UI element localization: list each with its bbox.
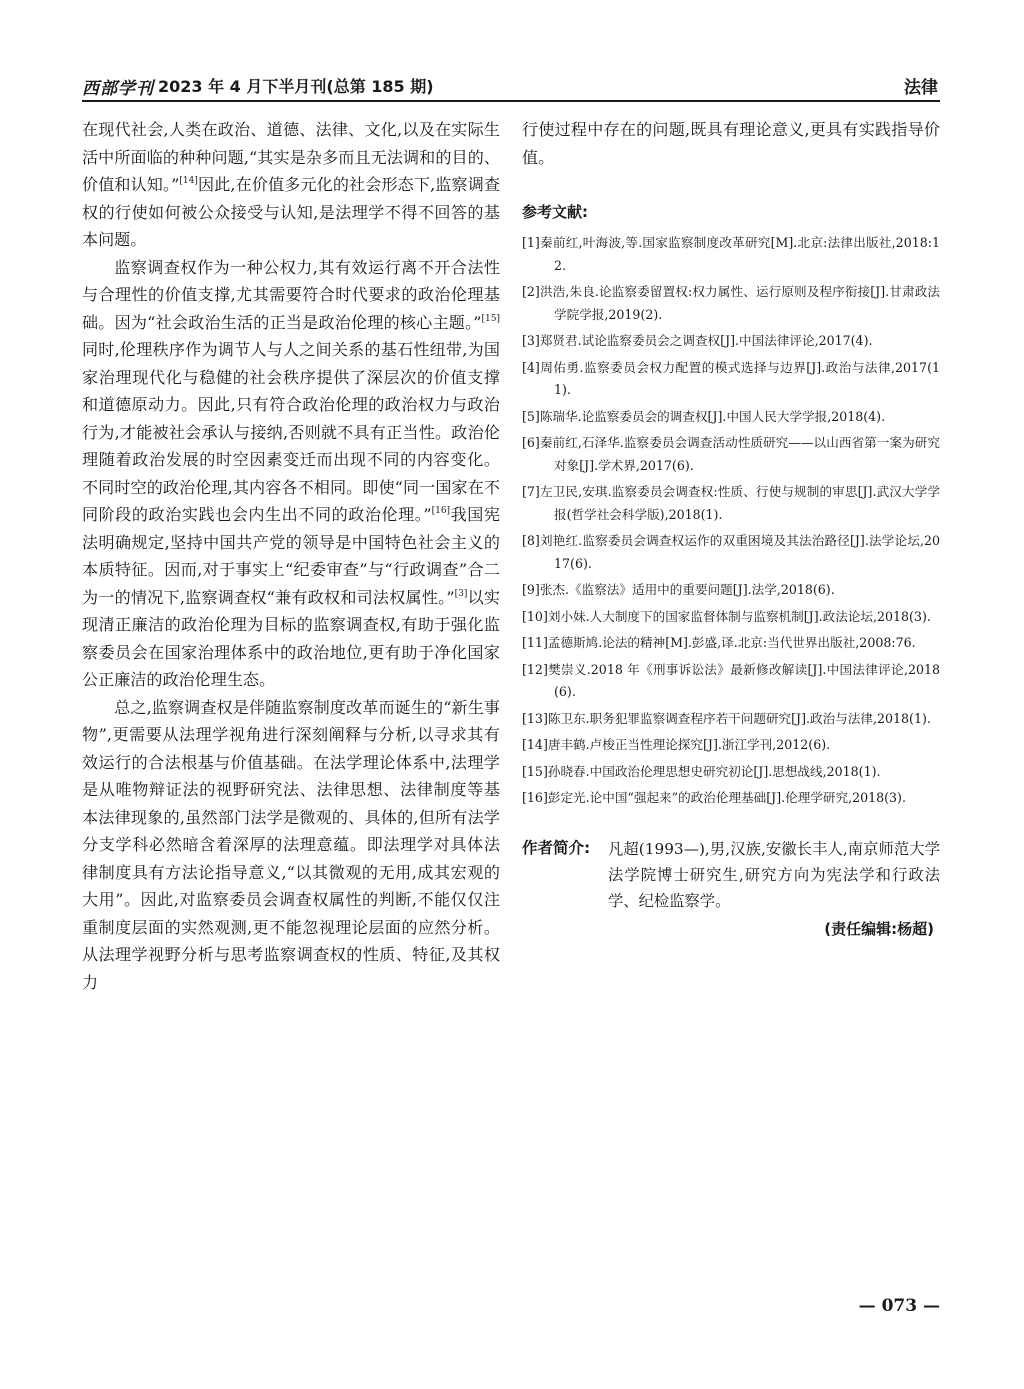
- continued-paragraph: 行使过程中存在的问题,既具有理论意义,更具有实践指导价值。: [522, 120, 940, 167]
- text-run: 监察调查权作为一种公权力,其有效运行离不开合法性与合理性的价值支撑,尤其需要符合时代要求的政治伦理基础。因为“社会政治生活的正当是政治伦理的核心主题。”: [82, 257, 500, 332]
- reference-list: [522, 232, 940, 810]
- reference-item: [5]陈瑞华.论监察委员会的调查权[J].中国人民大学学报,2018(4).: [522, 408, 886, 424]
- right-column: [522, 116, 940, 939]
- author-bio: [522, 836, 940, 914]
- references-heading: 参考文献:: [522, 203, 588, 221]
- body-paragraph: [82, 694, 500, 997]
- author-bio-text: 凡超(1993—),男,汉族,安徽长丰人,南京师范大学法学院博士研究生,研究方向为宪法学和行政法学、纪检监察学。: [608, 839, 940, 910]
- reference-item: [9]张杰.《监察法》适用中的重要问题[J].法学,2018(6).: [522, 582, 835, 597]
- text-run: 以实现清正廉洁的政治伦理为目标的监察调查权,有助于强化监察委员会在国家治理体系中的政治地位,更有助于净化国家公正廉洁的政治伦理生态。: [82, 587, 500, 689]
- header-rule: [82, 100, 940, 102]
- reference-item: [13]陈卫东.职务犯罪监察调查程序若干问题研究[J].政治与法律,2018(1).: [522, 710, 931, 726]
- reference-item: [15]孙晓春.中国政治伦理思想史研究初论[J].思想战线,2018(1).: [522, 763, 881, 779]
- reference-item: [3]郑贤君.试论监察委员会之调查权[J].中国法律评论,2017(4).: [522, 333, 873, 348]
- reference-item: [8]刘艳红.监察委员会调查权运作的双重困境及其法治路径[J].法学论坛,2017(6).: [522, 533, 940, 571]
- text-run: 我国宪法明确规定,坚持中国共产党的领导是中国特色社会主义的本质特征。因而,对于事实上“纪委审查”与“行政调查”合二为一的情况下,监察调查权“兼有政权和司法权属性。”: [82, 505, 500, 607]
- reference-item: [6]秦前红,石泽华.监察委员会调查活动性质研究——以山西省第一案为研究对象[J].学术界,2017(6).: [522, 435, 940, 473]
- reference-item: [16]彭定光.论中国“强起来”的政治伦理基础[J].伦理学研究,2018(3).: [522, 790, 906, 805]
- citation-marker: [14]: [179, 176, 198, 186]
- section-name: 法律: [904, 78, 938, 98]
- journal-logo: 西部学刊: [82, 79, 154, 99]
- text-run: 在现代社会,人类在政治、道德、法律、文化,以及在实际生活中所面临的种种问题,“其实是杂多而且无法调和的目的、价值和认知。”: [82, 120, 500, 194]
- text-run: 因此,在价值多元化的社会形态下,监察调查权的行使如何被公众接受与认知,是法理学不得不回答的基本问题。: [82, 175, 500, 249]
- reference-item: [10]刘小妹.人大制度下的国家监督体制与监察机制[J].政法论坛,2018(3).: [522, 608, 931, 624]
- reference-item: [1]秦前红,叶海波,等.国家监察制度改革研究[M].北京:法律出版社,2018:12.: [522, 235, 940, 273]
- running-header: [82, 70, 940, 104]
- text-run: 总之,监察调查权是伴随监察制度改革而诞生的“新生事物”,更需要从法理学视角进行深刻阐释与分析,以寻求其有效运行的合法根基与价值基础。在法学理论体系中,法理学是从唯物辩证法的视野研究法、法律思想、法律制度等基本法律现象的,虽然部门法学是微观的、具体的,但所有法学分支学科必然暗含着深厚的法理意蕴。即法理学对具体法律制度具有方法论指导意义,“以其微观的无用,成其宏观的大用”。因此,对监察委员会调查权属性的判断,不能仅仅注重制度层面的实然观测,更不能忽视理论层面的应然分析。从法理学视野分析与思考监察调查权的性质、特征,及其权力: [82, 697, 500, 992]
- reference-item: [14]唐丰鹤.卢梭正当性理论探究[J].浙江学刊,2012(6).: [522, 737, 831, 752]
- responsible-editor: (责任编辑:杨超): [824, 919, 934, 938]
- reference-item: [2]洪浩,朱良.论监察委留置权:权力属性、运行原则及程序衔接[J].甘肃政法学院学报,2019(2).: [522, 284, 940, 322]
- reference-item: [11]孟德斯鸠.论法的精神[M].彭盛,译.北京:当代世界出版社,2008:76.: [522, 635, 916, 650]
- body-paragraph: [82, 116, 500, 254]
- citation-marker: [16]: [431, 506, 451, 516]
- reference-item: [12]樊崇义.2018 年《刑事诉讼法》最新修改解读[J].中国法律评论,2018(6).: [522, 661, 940, 699]
- page-number: — 073 —: [858, 1296, 940, 1316]
- left-column: [82, 116, 500, 996]
- issue-info: 2023 年 4 月下半月刊(总第 185 期): [158, 77, 434, 96]
- author-bio-label: 作者简介:: [522, 838, 591, 857]
- citation-marker: [15]: [481, 313, 500, 324]
- reference-item: [7]左卫民,安琪.监察委员会调查权:性质、行使与规制的审思[J].武汉大学学报(哲学社会科学版),2018(1).: [522, 484, 940, 522]
- body-paragraph: [82, 254, 500, 694]
- reference-item: [4]周佑勇.监察委员会权力配置的模式选择与边界[J].政治与法律,2017(11).: [522, 359, 940, 397]
- text-run: 同时,伦理秩序作为调节人与人之间关系的基石性纽带,为国家治理现代化与稳健的社会秩序提供了深层次的价值支撑和道德原动力。因此,只有符合政治伦理的政治权力与政治行为,才能被社会承认与接纳,否则就不具有正当性。政治伦理随着政治发展的时空因素变迁而出现不同的内容变化。不同时空的政治伦理,其内容各不相同。即使“同一国家在不同阶段的政治实践也会内生出不同的政治伦理。”: [82, 340, 500, 524]
- citation-marker: [3]: [454, 588, 468, 599]
